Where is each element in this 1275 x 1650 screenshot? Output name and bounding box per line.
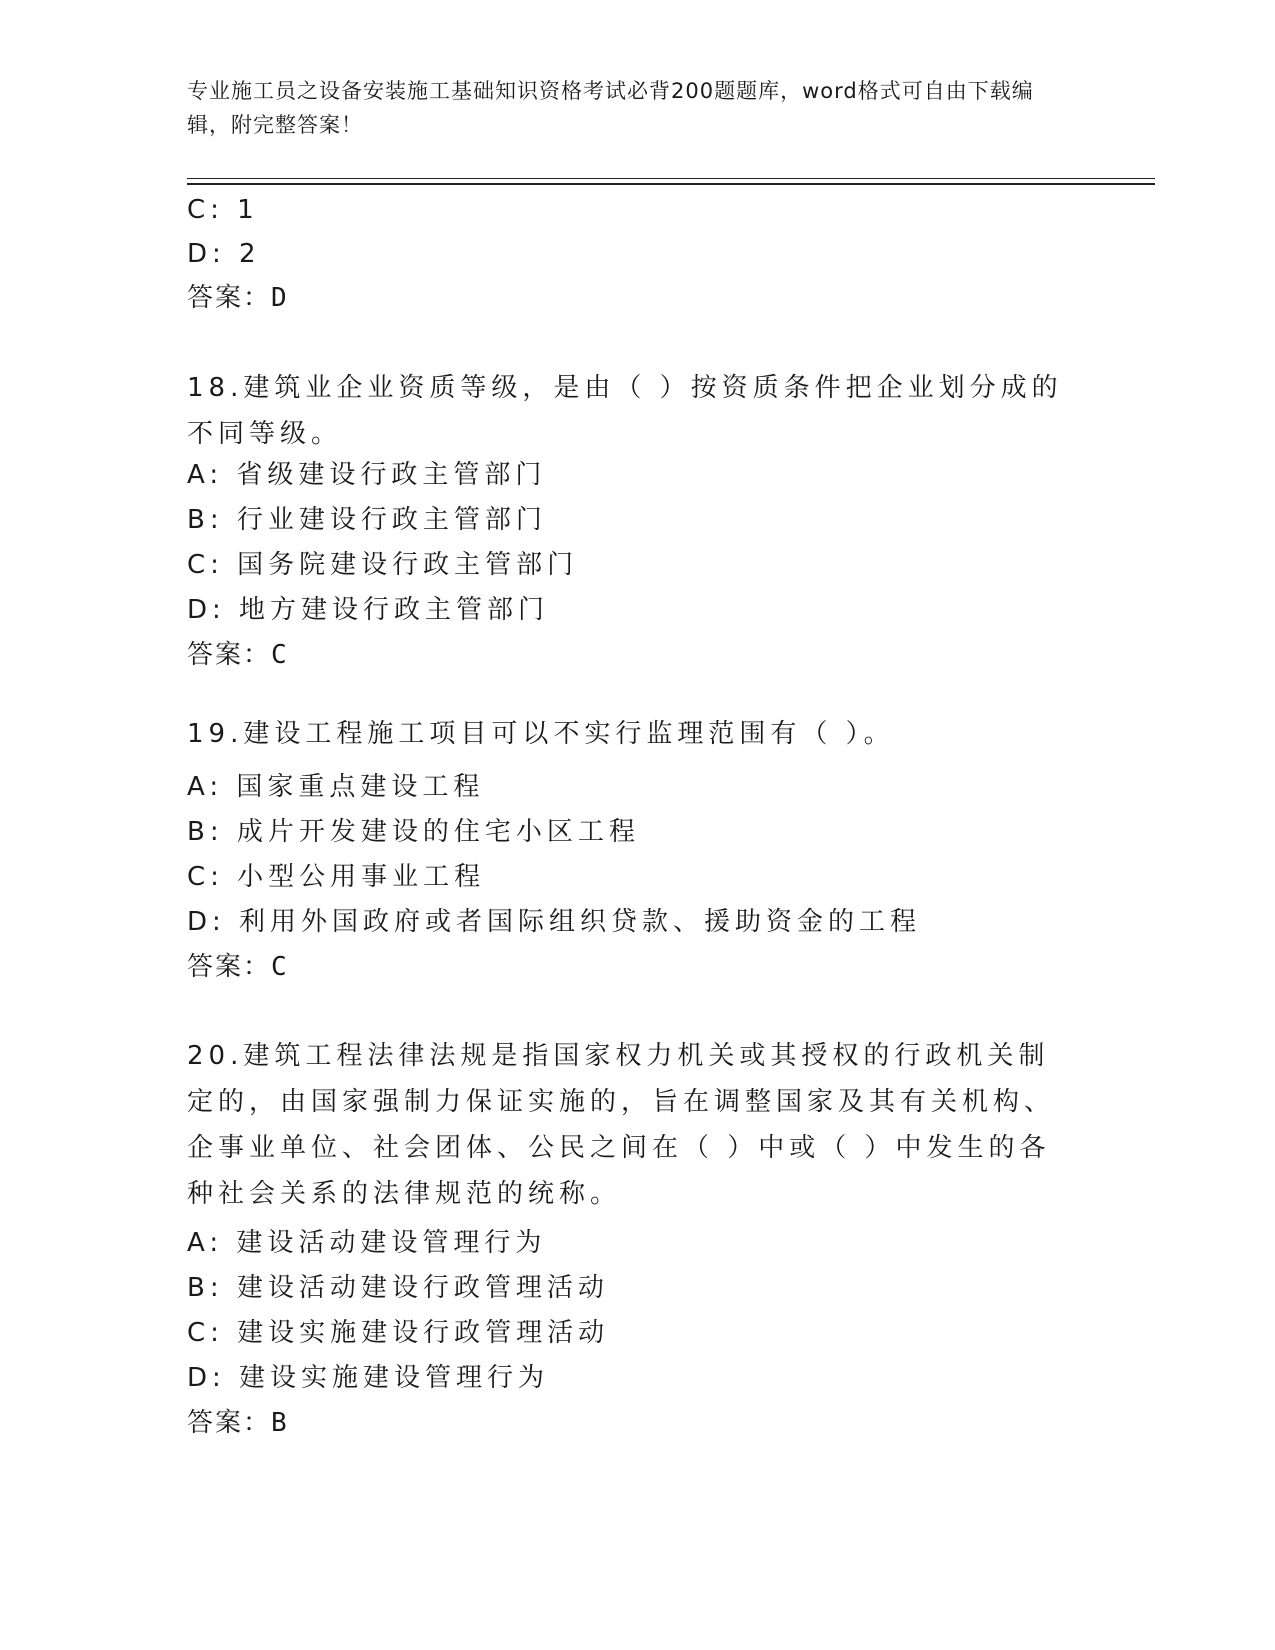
prev-option-c: C: 1: [187, 195, 259, 225]
q19-option-b: B: 成片开发建设的住宅小区工程: [187, 817, 640, 847]
prev-answer: 答案：D: [187, 283, 289, 313]
prev-option-d: D: 2: [187, 239, 261, 269]
q18-option-d: D: 地方建设行政主管部门: [187, 595, 550, 625]
q20-option-d: D: 建设实施建设管理行为: [187, 1363, 550, 1393]
q19-answer: 答案：C: [187, 952, 289, 982]
q20-option-c: C: 建设实施建设行政管理活动: [187, 1318, 610, 1348]
q18-answer: 答案：C: [187, 640, 289, 670]
q19-option-c: C: 小型公用事业工程: [187, 862, 486, 892]
q18-text: 18.建筑业企业资质等级，是由（ ）按资质条件把企业划分成的不同等级。: [187, 373, 1063, 449]
q19-option-d: D: 利用外国政府或者国际组织贷款、援助资金的工程: [187, 907, 922, 937]
q20-option-b: B: 建设活动建设行政管理活动: [187, 1273, 609, 1303]
q19-option-a: A: 国家重点建设工程: [187, 772, 485, 802]
q20-option-a: A: 建设活动建设管理行为: [187, 1228, 547, 1258]
document-header: 专业施工员之设备安装施工基础知识资格考试必背200题题库，word格式可自由下载编辑，附完整答案！: [187, 79, 1034, 137]
q20-answer: 答案：B: [187, 1408, 289, 1438]
header-divider-thick: [187, 183, 1155, 185]
q18-option-b: B: 行业建设行政主管部门: [187, 505, 547, 535]
q19-text: 19.建设工程施工项目可以不实行监理范围有（ ）。: [187, 719, 895, 749]
header-divider-thin: [187, 178, 1155, 179]
q18-option-a: A: 省级建设行政主管部门: [187, 460, 547, 490]
q18-option-c: C: 国务院建设行政主管部门: [187, 550, 579, 580]
q20-text: 20.建筑工程法律法规是指国家权力机关或其授权的行政机关制定的，由国家强制力保证实施的，旨在调整国家及其有关机构、企事业单位、社会团体、公民之间在（ ）中或（ ）中发生的各种社会关系的法律规范的统称。: [187, 1041, 1056, 1209]
